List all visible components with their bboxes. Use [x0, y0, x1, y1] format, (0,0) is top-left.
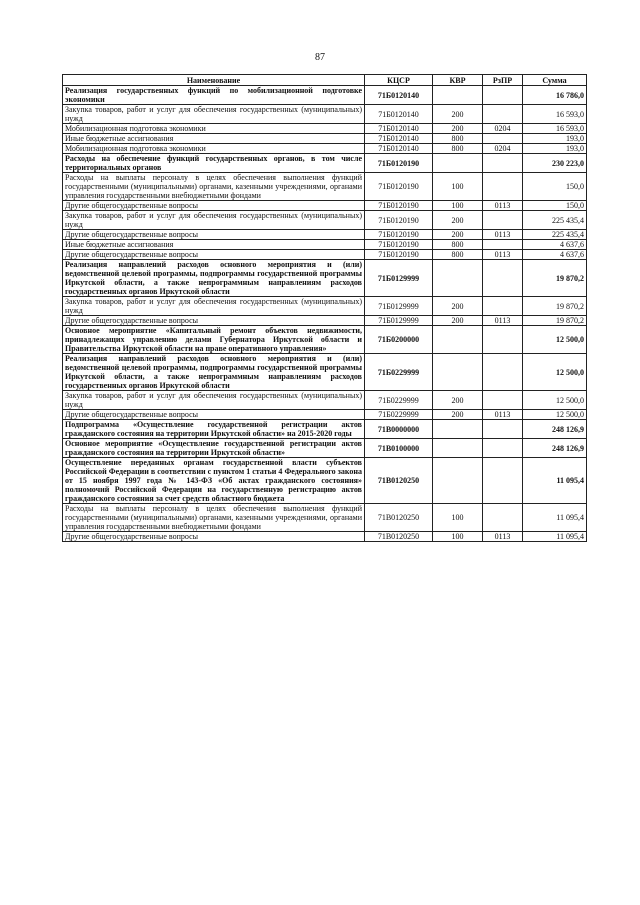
table-row: [63, 173, 587, 201]
table-row: [63, 124, 587, 134]
sum-cell: 11 095,4: [523, 532, 587, 542]
sum-cell: 230 223,0: [523, 154, 587, 173]
table-row: [63, 504, 587, 532]
table-row: [63, 144, 587, 154]
kvr-cell: 100: [433, 532, 483, 542]
sum-cell: 16 786,0: [523, 86, 587, 105]
sum-cell: 4 637,6: [523, 250, 587, 260]
kcsr-cell: 71Б0120140: [365, 134, 433, 144]
kvr-cell: [433, 86, 483, 105]
kcsr-cell: 71В0000000: [365, 420, 433, 439]
name-cell: Закупка товаров, работ и услуг для обеспечения государственных (муниципальных) нужд: [63, 297, 365, 316]
kvr-cell: [433, 458, 483, 504]
kvr-cell: 200: [433, 230, 483, 240]
sum-cell: 12 500,0: [523, 410, 587, 420]
name-cell: Реализация государственных функций по мобилизационной подготовке экономики: [63, 86, 365, 105]
kvr-cell: 200: [433, 391, 483, 410]
rzpr-cell: 0113: [483, 201, 523, 211]
name-cell: Реализация направлений расходов основного мероприятия и (или) ведомственной целевой программы, подпрограммы государственной программы Иркутской области, а также непрограммным направлениям расходов государственных органов Иркутской области: [63, 260, 365, 297]
table-row: [63, 297, 587, 316]
budget-table: [62, 74, 587, 542]
kcsr-cell: 71Б0120140: [365, 124, 433, 134]
kcsr-cell: 71Б0120140: [365, 86, 433, 105]
kcsr-cell: 71В0120250: [365, 532, 433, 542]
kcsr-cell: 71Б0120190: [365, 211, 433, 230]
kcsr-cell: 71Б0120190: [365, 240, 433, 250]
sum-cell: 4 637,6: [523, 240, 587, 250]
table-row: [63, 439, 587, 458]
name-cell: Подпрограмма «Осуществление государственной регистрации актов гражданского состояния на территории Иркутской области» на 2015-2020 годы: [63, 420, 365, 439]
kvr-cell: 200: [433, 211, 483, 230]
name-cell: Другие общегосударственные вопросы: [63, 410, 365, 420]
kvr-cell: 800: [433, 240, 483, 250]
kcsr-cell: 71Б0229999: [365, 354, 433, 391]
kvr-cell: [433, 154, 483, 173]
kvr-cell: 200: [433, 297, 483, 316]
name-cell: Другие общегосударственные вопросы: [63, 230, 365, 240]
table-row: [63, 354, 587, 391]
kcsr-cell: 71Б0120190: [365, 173, 433, 201]
name-cell: Иные бюджетные ассигнования: [63, 240, 365, 250]
rzpr-cell: 0113: [483, 230, 523, 240]
page-number: 87: [315, 52, 325, 63]
rzpr-cell: 0204: [483, 144, 523, 154]
rzpr-cell: 0113: [483, 410, 523, 420]
sum-cell: 11 095,4: [523, 504, 587, 532]
table-row: [63, 240, 587, 250]
name-cell: Осуществление переданных органам государственной власти субъектов Российской Федерации в соответствии с пунктом 1 статьи 4 Федерального закона от 15 ноября 1997 года № 143-ФЗ «Об актах гражданского состояния» полномочий Российской Федерации на государственную регистрацию актов гражданского состояния за счет средств областного бюджета: [63, 458, 365, 504]
table-row: [63, 201, 587, 211]
name-cell: Другие общегосударственные вопросы: [63, 250, 365, 260]
rzpr-cell: [483, 86, 523, 105]
kvr-cell: [433, 420, 483, 439]
sum-cell: 12 500,0: [523, 354, 587, 391]
rzpr-cell: [483, 173, 523, 201]
header-kvr: КВР: [433, 75, 483, 86]
name-cell: Другие общегосударственные вопросы: [63, 532, 365, 542]
rzpr-cell: [483, 211, 523, 230]
sum-cell: 193,0: [523, 134, 587, 144]
header-sum: Сумма: [523, 75, 587, 86]
kcsr-cell: 71Б0120190: [365, 201, 433, 211]
sum-cell: 12 500,0: [523, 326, 587, 354]
kvr-cell: 800: [433, 144, 483, 154]
sum-cell: 16 593,0: [523, 124, 587, 134]
rzpr-cell: [483, 439, 523, 458]
name-cell: Иные бюджетные ассигнования: [63, 134, 365, 144]
sum-cell: 150,0: [523, 201, 587, 211]
table-row: [63, 250, 587, 260]
table-row: [63, 260, 587, 297]
kvr-cell: 200: [433, 410, 483, 420]
sum-cell: 248 126,9: [523, 439, 587, 458]
header-kcsr: КЦСР: [365, 75, 433, 86]
kcsr-cell: 71В0120250: [365, 504, 433, 532]
table-row: [63, 316, 587, 326]
kcsr-cell: 71Б0129999: [365, 297, 433, 316]
rzpr-cell: [483, 354, 523, 391]
table-body: [63, 86, 587, 542]
sum-cell: 16 593,0: [523, 105, 587, 124]
table-row: [63, 458, 587, 504]
kcsr-cell: 71В0120250: [365, 458, 433, 504]
kvr-cell: [433, 260, 483, 297]
rzpr-cell: [483, 240, 523, 250]
kvr-cell: 100: [433, 504, 483, 532]
kvr-cell: 200: [433, 105, 483, 124]
name-cell: Мобилизационная подготовка экономики: [63, 124, 365, 134]
rzpr-cell: [483, 260, 523, 297]
table-row: [63, 410, 587, 420]
kcsr-cell: 71Б0229999: [365, 391, 433, 410]
kcsr-cell: 71Б0120140: [365, 144, 433, 154]
name-cell: Расходы на выплаты персоналу в целях обеспечения выполнения функций государственными (муниципальными) органами, казенными учреждениями, органами управления государственными внебюджетными фондами: [63, 173, 365, 201]
table-row: [63, 420, 587, 439]
kcsr-cell: 71Б0120190: [365, 250, 433, 260]
rzpr-cell: [483, 154, 523, 173]
table-row: [63, 105, 587, 124]
name-cell: Расходы на обеспечение функций государственных органов, в том числе территориальных органов: [63, 154, 365, 173]
rzpr-cell: [483, 105, 523, 124]
kcsr-cell: 71В0100000: [365, 439, 433, 458]
table-header-row: [63, 75, 587, 86]
kvr-cell: [433, 354, 483, 391]
table-row: [63, 154, 587, 173]
table-row: [63, 391, 587, 410]
sum-cell: 193,0: [523, 144, 587, 154]
sum-cell: 19 870,2: [523, 297, 587, 316]
table-row: [63, 230, 587, 240]
table-row: [63, 86, 587, 105]
name-cell: Закупка товаров, работ и услуг для обеспечения государственных (муниципальных) нужд: [63, 105, 365, 124]
kvr-cell: 800: [433, 134, 483, 144]
rzpr-cell: [483, 134, 523, 144]
kcsr-cell: 71Б0120190: [365, 230, 433, 240]
sum-cell: 150,0: [523, 173, 587, 201]
name-cell: Расходы на выплаты персоналу в целях обеспечения выполнения функций государственными (муниципальными) органами, казенными учреждениями, органами управления государственными внебюджетными фондами: [63, 504, 365, 532]
table-row: [63, 211, 587, 230]
kvr-cell: 200: [433, 124, 483, 134]
kcsr-cell: 71Б0129999: [365, 316, 433, 326]
rzpr-cell: [483, 504, 523, 532]
rzpr-cell: [483, 297, 523, 316]
rzpr-cell: 0113: [483, 316, 523, 326]
sum-cell: 19 870,2: [523, 260, 587, 297]
rzpr-cell: [483, 326, 523, 354]
table-row: [63, 532, 587, 542]
kvr-cell: 200: [433, 316, 483, 326]
rzpr-cell: [483, 458, 523, 504]
name-cell: Реализация направлений расходов основного мероприятия и (или) ведомственной целевой программы, подпрограммы государственной программы Иркутской области, а также непрограммным направлениям расходов государственных органов Иркутской области: [63, 354, 365, 391]
kcsr-cell: 71Б0200000: [365, 326, 433, 354]
sum-cell: 11 095,4: [523, 458, 587, 504]
kvr-cell: 800: [433, 250, 483, 260]
table-row: [63, 326, 587, 354]
rzpr-cell: 0113: [483, 250, 523, 260]
name-cell: Закупка товаров, работ и услуг для обеспечения государственных (муниципальных) нужд: [63, 391, 365, 410]
kcsr-cell: 71Б0129999: [365, 260, 433, 297]
kvr-cell: [433, 439, 483, 458]
sum-cell: 19 870,2: [523, 316, 587, 326]
kvr-cell: 100: [433, 173, 483, 201]
header-rzpr: РзПР: [483, 75, 523, 86]
kvr-cell: [433, 326, 483, 354]
name-cell: Другие общегосударственные вопросы: [63, 316, 365, 326]
rzpr-cell: [483, 420, 523, 439]
kvr-cell: 100: [433, 201, 483, 211]
sum-cell: 248 126,9: [523, 420, 587, 439]
rzpr-cell: 0113: [483, 532, 523, 542]
header-name: Наименование: [63, 75, 365, 86]
rzpr-cell: [483, 391, 523, 410]
table-row: [63, 134, 587, 144]
kcsr-cell: 71Б0120190: [365, 154, 433, 173]
kcsr-cell: 71Б0229999: [365, 410, 433, 420]
rzpr-cell: 0204: [483, 124, 523, 134]
sum-cell: 12 500,0: [523, 391, 587, 410]
sum-cell: 225 435,4: [523, 211, 587, 230]
name-cell: Основное мероприятие «Капитальный ремонт объектов недвижимости, принадлежащих управлению делами Губернатора Иркутской области и Правительства Иркутской области на праве оперативного управления»: [63, 326, 365, 354]
name-cell: Мобилизационная подготовка экономики: [63, 144, 365, 154]
name-cell: Закупка товаров, работ и услуг для обеспечения государственных (муниципальных) нужд: [63, 211, 365, 230]
sum-cell: 225 435,4: [523, 230, 587, 240]
kcsr-cell: 71Б0120140: [365, 105, 433, 124]
name-cell: Другие общегосударственные вопросы: [63, 201, 365, 211]
name-cell: Основное мероприятие «Осуществление государственной регистрации актов гражданского состояния на территории Иркутской области»: [63, 439, 365, 458]
